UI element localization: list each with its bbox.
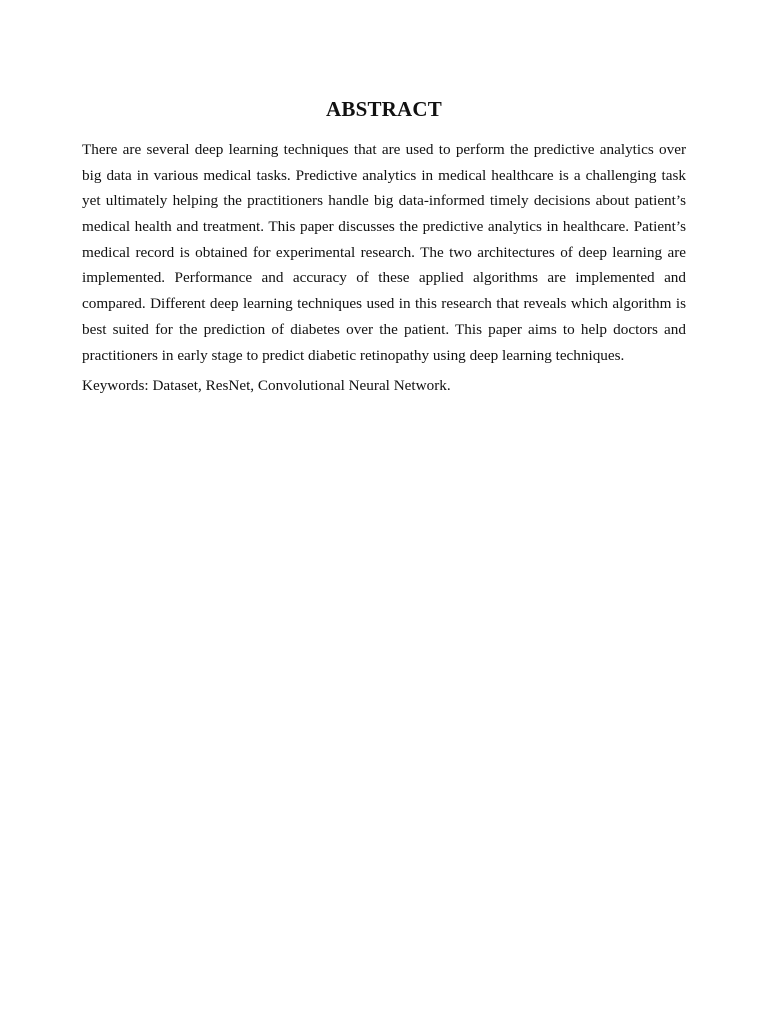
abstract-line: compared. Different deep learning techniques used in this research that reveals which algorithm is [82,295,686,313]
abstract-heading: ABSTRACT [326,97,442,121]
abstract-line: yet ultimately helping the practitioners handle big data-informed timely decisions about patient’s [82,192,686,210]
abstract-line: implemented. Performance and accuracy of these applied algorithms are implemented and [82,269,686,287]
abstract-line: big data in various medical tasks. Predictive analytics in medical healthcare is a challenging task [82,166,686,184]
abstract-line: practitioners in early stage to predict diabetic retinopathy using deep learning techniques. [82,346,625,364]
abstract-line: best suited for the prediction of diabetes over the patient. This paper aims to help doctors and [82,320,686,338]
keywords-line: Keywords: Dataset, ResNet, Convolutional Neural Network. [82,377,451,394]
abstract-paragraph [82,137,686,368]
abstract-line: medical health and treatment. This paper discusses the predictive analytics in healthcare. Patient’s [82,218,686,236]
abstract-line: There are several deep learning techniques that are used to perform the predictive analytics over [82,141,686,158]
abstract-line: medical record is obtained for experimental research. The two architectures of deep learning are [82,243,686,261]
